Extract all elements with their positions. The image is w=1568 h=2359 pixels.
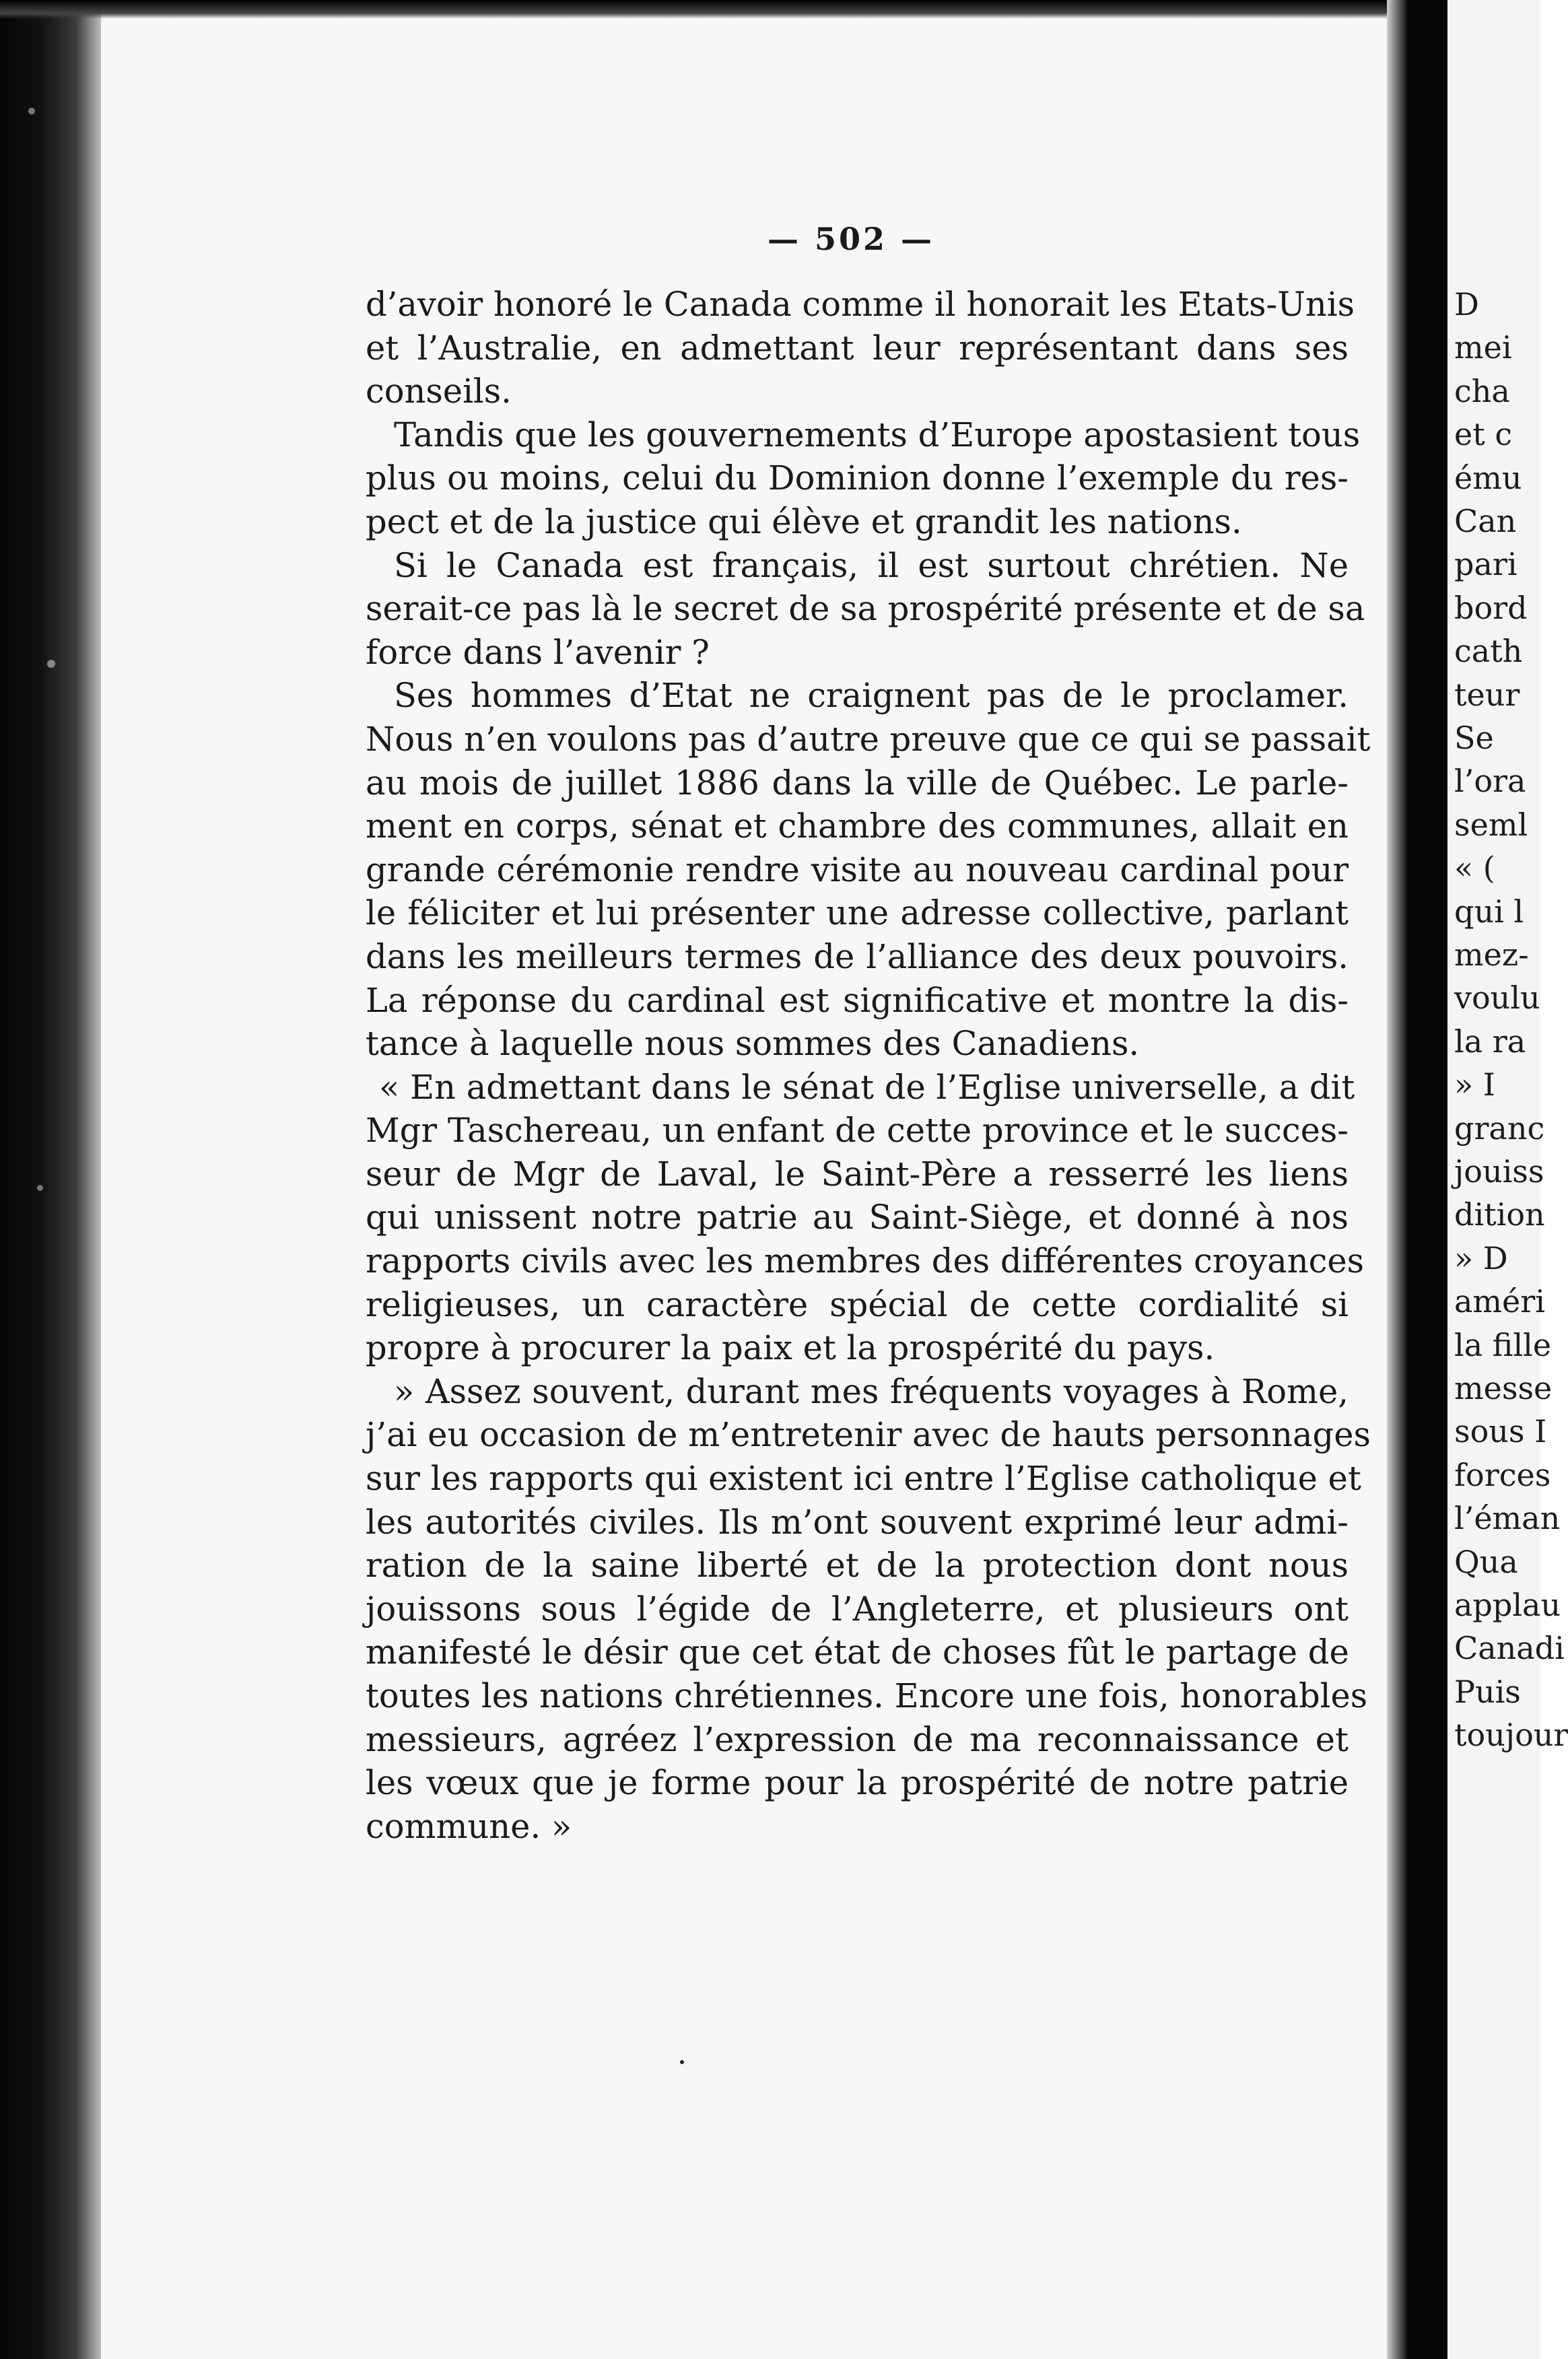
facing-page-fragment: mei [1454,329,1512,366]
text-line: pect et de la justice qui élève et grandit les nations. [366,502,1242,541]
text-line: ration de la saine liberté et de la protection dont nous [366,1546,1349,1585]
facing-page-fragment: l’éman [1454,1500,1561,1537]
facing-page-fragment: Se [1454,720,1494,756]
facing-page-fragment: seml [1454,806,1528,843]
facing-page-fragment: » D [1454,1239,1508,1276]
scan-speck [28,108,35,114]
facing-page-fragment: messe [1454,1370,1553,1406]
text-line: le féliciter et lui présenter une adresse collective, parlant [366,893,1349,933]
facing-page-fragment: teur [1454,676,1520,713]
scan-left-edge [0,0,101,2359]
facing-page-fragment: cath [1454,633,1523,670]
paragraph-start-line: Tandis que les gouvernements d’Europe apostasient tous [394,415,1361,454]
text-line: commune. » [366,1806,572,1846]
text-line: force dans l’avenir ? [366,632,710,672]
body-text [366,283,1371,1848]
text-line: jouissons sous l’égide de l’Angleterre, et plusieurs ont [366,1589,1349,1629]
paragraph-start-line: Si le Canada est français, il est surtout chrétien. Ne [394,545,1349,585]
text-line: conseils. [366,372,512,411]
text-line: d’avoir honoré le Canada comme il honorait les Etats-Unis [366,285,1355,324]
facing-page-fragment: Qua [1454,1543,1518,1580]
text-line: La réponse du cardinal est significative et montre la dis- [366,980,1349,1020]
book-gutter [1407,0,1447,2359]
text-line: ment en corps, sénat et chambre des communes, allait en [366,807,1349,846]
page-number: — 502 — [768,221,935,257]
text-line: les autorités civiles. Ils m’ont souvent exprimé leur admi- [366,1502,1349,1542]
text-line: rapports civils avec les membres des différentes croyances [366,1241,1365,1281]
text-line: plus ou moins, celui du Dominion donne l’exemple du res- [366,458,1349,498]
text-line: j’ai eu occasion de m’entretenir avec de hauts personnages [366,1415,1371,1455]
facing-page-fragment: bord [1454,589,1528,626]
facing-page-fragment: « ( [1454,850,1495,887]
scan-top-edge [0,0,1540,19]
facing-page-fragment: applau [1454,1587,1561,1623]
paragraph-start-line: « En admettant dans le sénat de l’Eglise universelle, a dit [379,1067,1355,1107]
text-line: seur de Mgr de Laval, le Saint-Père a resserré les liens [366,1154,1349,1194]
text-line: toutes les nations chrétiennes. Encore une fois, honorables [366,1676,1368,1715]
facing-page-fragment: sous I [1454,1413,1547,1450]
facing-page-fragment: améri [1454,1283,1545,1320]
facing-page-fragment: Can [1454,503,1517,539]
facing-page-fragment: toujour [1454,1717,1568,1754]
text-line: manifesté le désir que cet état de choses fût le partage de [366,1633,1349,1672]
facing-page-fragment: voulu [1454,980,1540,1017]
facing-page-fragment: dition [1454,1196,1545,1233]
paragraph-start-line: » Assez souvent, durant mes fréquents voyages à Rome, [394,1371,1349,1411]
text-line: Mgr Taschereau, un enfant de cette province et le succes- [366,1111,1349,1151]
text-line: messieurs, agréez l’expression de ma reconnaissance et [366,1719,1349,1759]
facing-page-fragment: qui l [1454,893,1524,930]
facing-page-fragment: granc [1454,1109,1545,1147]
facing-page-fragment: mez- [1454,936,1529,973]
text-line: qui unissent notre patrie au Saint-Siège, et donné à nos [366,1198,1349,1237]
text-line: et l’Australie, en admettant leur représentant dans ses [366,328,1349,368]
text-line: les vœux que je forme pour la prospérité de notre patrie [366,1763,1349,1803]
text-line: propre à procurer la paix et la prospérité du pays. [366,1328,1215,1368]
page-fold-shadow [1387,0,1407,2359]
facing-page-edge [1447,0,1568,2359]
scan-speck [680,2060,684,2064]
facing-page-fragment: la ra [1454,1023,1526,1060]
facing-page-fragment: l’ora [1454,763,1526,800]
facing-page-fragment: ému [1454,459,1522,496]
text-line: serait-ce pas là le secret de sa prospérité présente et de sa [366,589,1365,629]
scan-speck [47,660,55,668]
text-line: tance à laquelle nous sommes des Canadiens. [366,1024,1140,1064]
facing-page-fragment: cha [1454,372,1510,409]
text-line: grande cérémonie rendre visite au nouveau cardinal pour [366,850,1349,889]
facing-page-fragment: D [1454,286,1479,322]
facing-page-fragment: la fille [1454,1326,1552,1363]
facing-page-fragment: jouiss [1454,1153,1544,1190]
facing-page-fragment: » I [1454,1066,1495,1103]
paragraph-start-line: Ses hommes d’Etat ne craignent pas de le proclamer. [394,676,1349,716]
text-line: sur les rapports qui existent ici entre l’Eglise catholique et [366,1459,1361,1499]
text-line: religieuses, un caractère spécial de cette cordialité si [366,1285,1349,1324]
facing-page-fragment: pari [1454,546,1518,583]
facing-page-fragment: forces [1454,1456,1551,1493]
facing-page-fragment: Canadi [1454,1630,1565,1667]
text-line: au mois de juillet 1886 dans la ville de Québec. Le parle- [366,763,1349,802]
text-line: dans les meilleurs termes de l’alliance des deux pouvoirs. [366,936,1349,976]
text-line: Nous n’en voulons pas d’autre preuve que ce qui se passait [366,719,1371,759]
facing-page-fragment: Puis [1454,1673,1521,1710]
scan-speck [37,1185,43,1191]
facing-page-fragment: et c [1454,416,1513,453]
